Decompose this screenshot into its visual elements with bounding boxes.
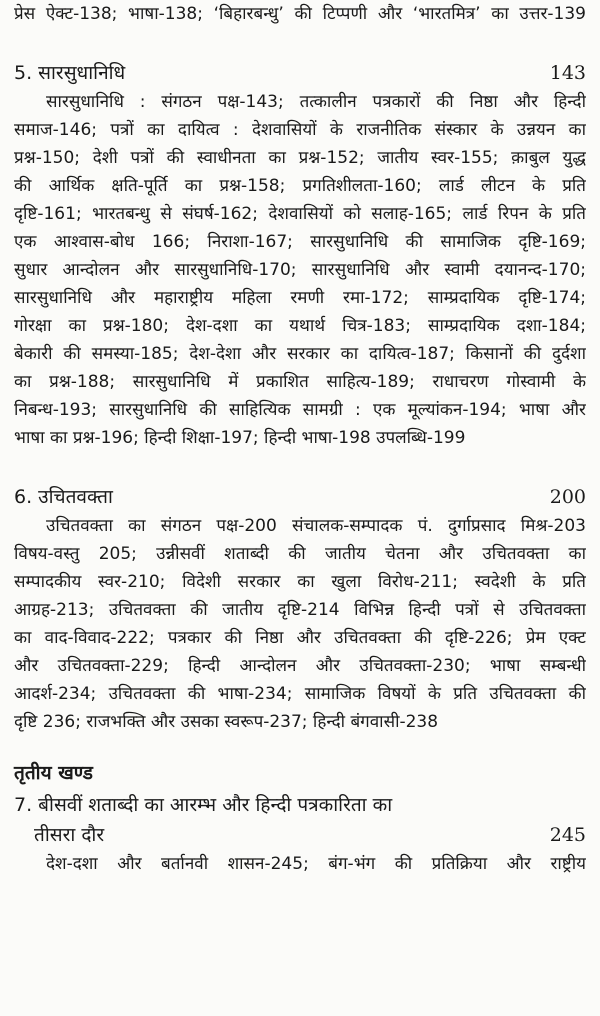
- section-5-line: भाषा का प्रश्न-196; हिन्दी शिक्षा-197; हिन्दी भाषा-198 उपलब्धि-199: [14, 428, 466, 448]
- section-5-line: दृष्टि-161; भारतबन्धु से संघर्ष-162; देशवासियों को सलाह-165; लार्ड रिपन के प्रति: [14, 204, 586, 224]
- section-6-line: सम्पादकीय स्वर-210; विदेशी सरकार का खुला विरोध-211; स्वदेशी के प्रति: [14, 572, 586, 592]
- section-6-heading: [14, 482, 586, 512]
- section-5-line: प्रश्न-150; देशी पत्रों की स्वाधीनता का प्रश्न-152; जातीय स्वर-155; क़ाबुल युद्ध: [14, 148, 586, 168]
- section-5-page-number: 143: [549, 62, 586, 84]
- section-7-line: देश-दशा और बर्तानवी शासन-245; बंग-भंग की प्रतिक्रिया और राष्ट्रीय: [46, 854, 586, 874]
- section-6-body: [14, 512, 586, 736]
- section-7-page-number: 245: [549, 824, 586, 846]
- section-6-title: 6. उचितवक्ता: [14, 486, 113, 508]
- section-5-line: गोरक्षा का प्रश्न-180; देश-दशा का यथार्थ चित्र-183; साम्प्रदायिक दशा-184;: [14, 316, 586, 336]
- section-7-title-row-2: [14, 820, 586, 850]
- section-6-page-number: 200: [549, 486, 586, 508]
- section-7-heading: [14, 790, 586, 850]
- section-6-line: आदर्श-234; उचितवक्ता की भाषा-234; सामाजिक विषयों के प्रति उचितवक्ता की: [14, 684, 586, 704]
- section-5-line: सारसुधानिधि : संगठन पक्ष-143; तत्कालीन पत्रकारों की निष्ठा और हिन्दी: [46, 92, 586, 112]
- section-6-line: विषय-वस्तु 205; उन्नीसवीं शताब्दी की जातीय चेतना और उचितवक्ता का: [14, 544, 586, 564]
- section-5-title: 5. सारसुधानिधि: [14, 62, 126, 84]
- section-7-body: [14, 850, 586, 878]
- section-5-line: निबन्ध-193; सारसुधानिधि की साहित्यिक सामग्री : एक मूल्यांकन-194; भाषा और: [14, 400, 586, 420]
- section-6-line: आग्रह-213; उचितवक्ता की जातीय दृष्टि-214 विभिन्न हिन्दी पत्रों से उचितवक्ता: [14, 600, 586, 620]
- section-5-line: सुधार आन्दोलन और सारसुधानिधि-170; सारसुधानिधि और स्वामी दयानन्द-170;: [14, 260, 586, 280]
- section-5-line: की आर्थिक क्षति-पूर्ति का प्रश्न-158; प्रगतिशीलता-160; लार्ड लीटन के प्रति: [14, 176, 586, 196]
- section-5-line: एक आश्वास-बोध 166; निराशा-167; सारसुधानिधि की सामाजिक दृष्टि-169;: [14, 232, 586, 252]
- section-5-line: का प्रश्न-188; सारसुधानिधि में प्रकाशित साहित्य-189; राधाचरण गोस्वामी के: [14, 372, 586, 392]
- section-6-line: दृष्टि 236; राजभक्ति और उसका स्वरूप-237; हिन्दी बंगवासी-238: [14, 712, 439, 732]
- section-5-line: सारसुधानिधि और महाराष्ट्रीय महिला रमणी रमा-172; साम्प्रदायिक दृष्टि-174;: [14, 288, 586, 308]
- part-3-heading: तृतीय खण्ड: [14, 762, 93, 784]
- section-6-line: उचितवक्ता का संगठन पक्ष-200 संचालक-सम्पादक पं. दुर्गाप्रसाद मिश्र-203: [46, 516, 586, 536]
- section-5-line: बेकारी की समस्या-185; देश-देशा और सरकार का दायित्व-187; किसानों की दुर्दशा: [14, 344, 586, 364]
- section-6-line: और उचितवक्ता-229; हिन्दी आन्दोलन और उचितवक्ता-230; भाषा सम्बन्धी: [14, 656, 586, 676]
- section-5-heading: [14, 58, 586, 88]
- section-7-title-line-2: तीसरा दौर: [34, 824, 105, 846]
- section-5-body: [14, 88, 586, 452]
- section-6-line: का वाद-विवाद-222; पत्रकार की निष्ठा और उचितवक्ता की दृष्टि-226; प्रेम एक्ट: [14, 628, 586, 648]
- section-7-title-line-1: 7. बीसवीं शताब्दी का आरम्भ और हिन्दी पत्रकारिता का: [14, 794, 393, 816]
- intro-line: प्रेस ऐक्ट-138; भाषा-138; ‘बिहारबन्धु’ की टिप्पणी और ‘भारतमित्र’ का उत्तर-139: [14, 4, 586, 24]
- section-5-line: समाज-146; पत्रों का दायित्व : देशवासियों के राजनीतिक संस्कार के उन्नयन का: [14, 120, 586, 140]
